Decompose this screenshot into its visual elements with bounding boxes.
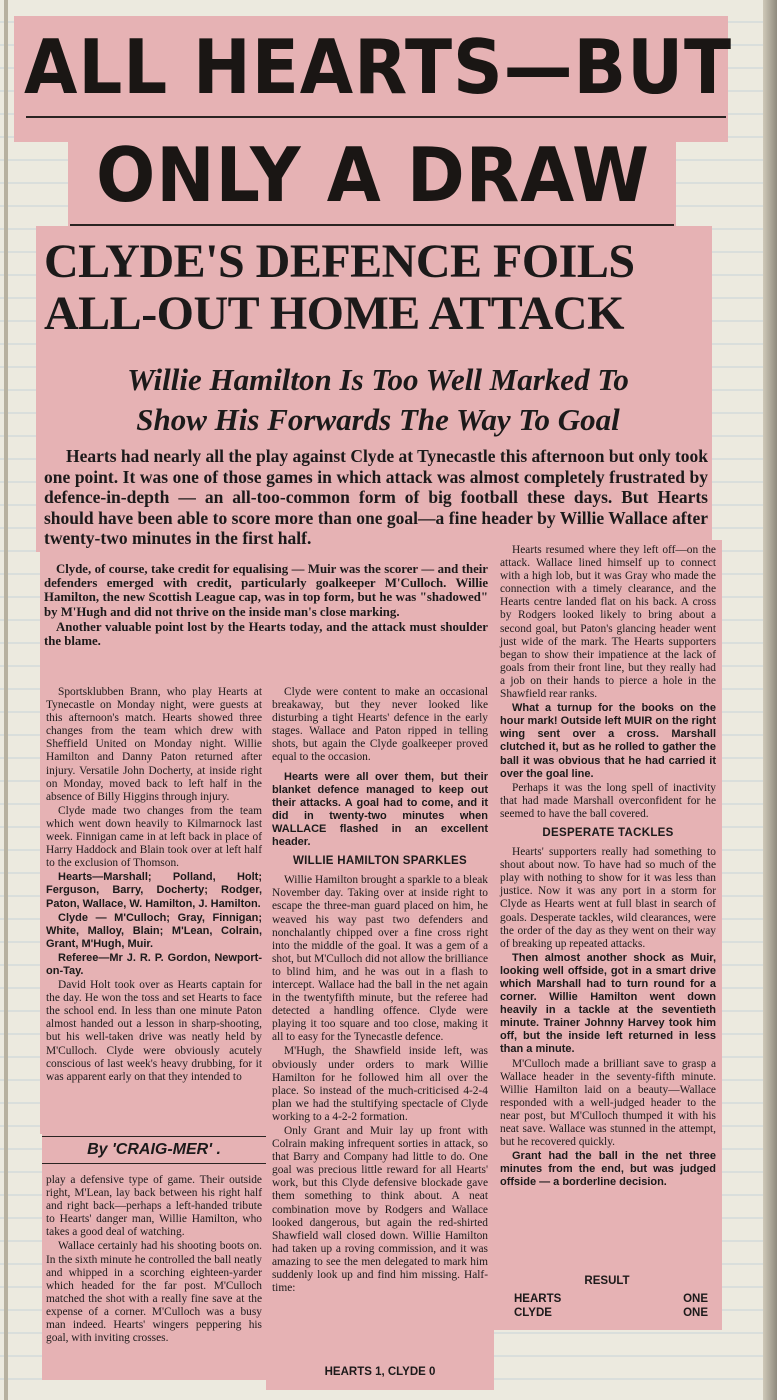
column-3-bold-paragraph: Then almost another shock as Muir, looking well offside, got in a smart drive which Marshall had to turn round for a corner. Willie Hamilton went down heavily in a tackle at the seventieth minute. Trainer Johnny Harvey took him off, but the inside left returned in less than a minute. (500, 951, 716, 1056)
subheadline-line-1: Willie Hamilton Is Too Well Marked To (127, 362, 629, 397)
result-team: HEARTS (514, 1293, 562, 1305)
clyde-lineup: Clyde — M'Culloch; Gray, Finnigan; White, Malloy, Blain; M'Lean, Colrain, Grant, M'Hugh, Muir. (46, 911, 262, 950)
column-2-paragraph: M'Hugh, the Shawfield inside left, was obviously under orders to mark Willie Hamilton for he followed him all over the place. So instead of the much-criticised 4-2-4 plan we had the stultifying spectacle of Clyde working to a 4-2-2 formation. (272, 1045, 488, 1123)
hearts-lineup: Hearts—Marshall; Polland, Holt; Ferguson, Barry, Docherty; Rodger, Paton, Wallace, W. Hamilton, J. Hamilton. (46, 871, 262, 910)
headline-rule-2 (70, 224, 674, 226)
subheading-desperate: DESPERATE TACKLES (542, 826, 674, 839)
result-team: CLYDE (514, 1307, 552, 1319)
column-3-bold-paragraph: What a turnup for the books on the hour mark! Outside left MUIR on the right wing sent over a cross. Marshall clutched it, but as he rolled to gather the ball it was obvious that he had carried it over the goal line. (500, 702, 716, 780)
headline-line-1: CLYDE'S DEFENCE FOILS (44, 235, 635, 288)
halftime-score: HEARTS 1, CLYDE 0 (324, 1366, 436, 1378)
column-2 (272, 686, 488, 1296)
result-box (500, 1274, 714, 1320)
result-score: ONE (683, 1307, 708, 1319)
column-3-paragraph: M'Culloch made a brilliant save to grasp a Wallace header in the seventy-fifth minute. Willie Hamilton laid on a beauty—Wallace responded with a well-judged header to the near post, but M'Culloch thumped it with his neat save. Wallace was stunned in the attempt, but he recovered quickly. (500, 1057, 716, 1149)
column-1-paragraph: Sportsklubben Brann, who play Hearts at Tynecastle on Monday night, were guests at this afternoon's match. Hearts showed three changes from the team which drew with Sheffield United on Monday night. Willie Hamilton and Danny Paton returned after injury. Versatile John Docherty, at inside right on Monday, moved back to left half in the absence of Billy Higgins through injury. (46, 686, 262, 803)
column-1-continued (46, 1174, 262, 1346)
subheadline-line-2: Show His Forwards The Way To Goal (136, 402, 620, 437)
result-score: ONE (683, 1293, 708, 1305)
lead-text-1: Clyde, of course, take credit for equalising — Muir was the scorer — and their defenders emerged with credit, particularly goalkeeper M'Culloch. Willie Hamilton, the new Scottish League cap, was in top form, but he was "shadowed" by M'Hugh and did not thrive on the inside man's close marking. (44, 562, 488, 619)
column-1-paragraph: Clyde made two changes from the team which went down heavily to Kilmarnock last week. Finnigan came in at left back in place of Harry Haddock and Blain took over at left half to the exclusion of Thomson. (46, 804, 262, 870)
column-1-paragraph: play a defensive type of game. Their outside right, M'Lean, lay back between his right half and right back—perhaps a left-handed tribute to Hearts' danger man, Willie Hamilton, who takes a good deal of watching. (46, 1174, 262, 1239)
column-3-paragraph: Hearts resumed where they left off—on the attack. Wallace lined himself up to connect with a high lob, but it was Gray who made the connection with a timely clearance, and the Hearts centre landed flat on his back. A cross by Rodgers looked likely to bring about a second goal, but Paton's glancing header went just wide of the mark. The Hearts supporters began to show their impatience at the lack of goals from their front line, but they really had a job on their hands to pierce a hole in the Shawfield rear ranks. (500, 544, 716, 701)
lead-text-2: Another valuable point lost by the Hearts today, and the attack must shoulder the blame. (44, 619, 488, 649)
column-2-paragraph: Only Grant and Muir lay up front with Colrain making infrequent sorties in attack, so that Barry and Company had little to do. One goal was precious little reward for all Hearts' work, but this Clyde defensive blockade gave them something to think about. A neat combination move by Rodgers and Wallace looked dangerous, but again the red-shirted Shawfield wall closed down. Willie Hamilton had taken up a roving commission, and it was amazing to see the men delegated to mark him suddenly look up and find him missing. Half-time: (272, 1125, 488, 1295)
column-2-paragraph: Clyde were content to make an occasional breakaway, but they never looked like disturbing a tight Hearts' defence in the early stages. Wallace and Paton ripped in telling shots, but again the Clyde goalkeeper proved equal to the occasion. (272, 686, 488, 764)
intro-text: Hearts had nearly all the play against Clyde at Tynecastle this afternoon but only took one point. It was one of those games in which attack was almost completely frustrated by defence-in-depth — an all-too-common form of big football these days. But Hearts should have been able to score more than one goal—a fine header by Willie Wallace after twenty-two minutes in the first half. (44, 446, 709, 549)
headline-clydes-defence (44, 236, 635, 340)
headline-line-2: ALL-OUT HOME ATTACK (44, 287, 624, 340)
column-3-paragraph: Hearts' supporters really had something to shout about now. To have had so much of the play with nothing to show for it was less than justice. Now it was any port in a storm for Clyde as Hearts went at full blast in search of goals. Desperate tackles, wild clearances, were the order of the day as they went on their way of breaking up repeated attacks. (500, 846, 716, 950)
subheading-sparkles: WILLIE HAMILTON SPARKLES (293, 855, 467, 868)
result-title: RESULT (584, 1275, 630, 1287)
result-row-clyde (500, 1306, 714, 1320)
headline-rule (26, 116, 726, 118)
result-row-hearts (500, 1292, 714, 1306)
column-3-bold-paragraph: Grant had the ball in the net three minutes from the end, but was judged offside — a borderline decision. (500, 1150, 716, 1189)
column-3-paragraph: Perhaps it was the long spell of inactivity that had made Marshall overconfident for he seemed to have the ball covered. (500, 781, 716, 820)
subheadline (40, 360, 716, 440)
intro-paragraph (44, 446, 708, 549)
column-1-paragraph: David Holt took over as Hearts captain for the day. He won the toss and set Hearts to face the school end. In less than one minute Paton almost handed out a lesson in sharp-shooting, but his well-taken drive was neatly held by M'Culloch. Clyde were obviously acutely conscious of last week's heavy drubbing, for it was apparent early on that they intended to (46, 979, 262, 1083)
lead-paragraphs (44, 562, 488, 649)
column-1-paragraph: Wallace certainly had his shooting boots on. In the sixth minute he controlled the ball neatly and whipped in a scorching eighteen-yarder which headed for the far post. M'Culloch matched the shot with a really fine save at the expense of a corner. M'Culloch was a busy man indeed. Hearts' wingers peppering his goal, with inviting crosses. (46, 1240, 262, 1345)
column-1 (46, 686, 262, 1085)
column-2-paragraph: Willie Hamilton brought a sparkle to a bleak November day. Taking over at inside right to escape the three-man guard placed on him, he weaved his way past two defenders and nonchalantly chipped over a fine cross right into the middle of the goal. It was a gem of a shot, but M'Culloch did not allow the brilliance to blind him, and he was out in a flash to intercept. Wallace had the ball in the net again in the twentyfifth minute, but the referee had detected a handling offence. Clyde were playing it too square and too close, making it all to easy for the Tynecastle defence. (272, 874, 488, 1044)
referee-line: Referee—Mr J. R. P. Gordon, Newport-on-Tay. (46, 951, 262, 977)
column-2-goal-paragraph: Hearts were all over them, but their blanket defence managed to keep out their attacks. A goal had to come, and it did in twenty-two minutes when WALLACE flashed in an excellent header. (272, 770, 488, 849)
byline: By 'CRAIG-MER' . (42, 1136, 266, 1164)
column-3 (500, 544, 716, 1191)
headline-only-a-draw: ONLY A DRAW (96, 131, 650, 219)
headline-all-hearts: ALL HEARTS—BUT (24, 23, 733, 111)
